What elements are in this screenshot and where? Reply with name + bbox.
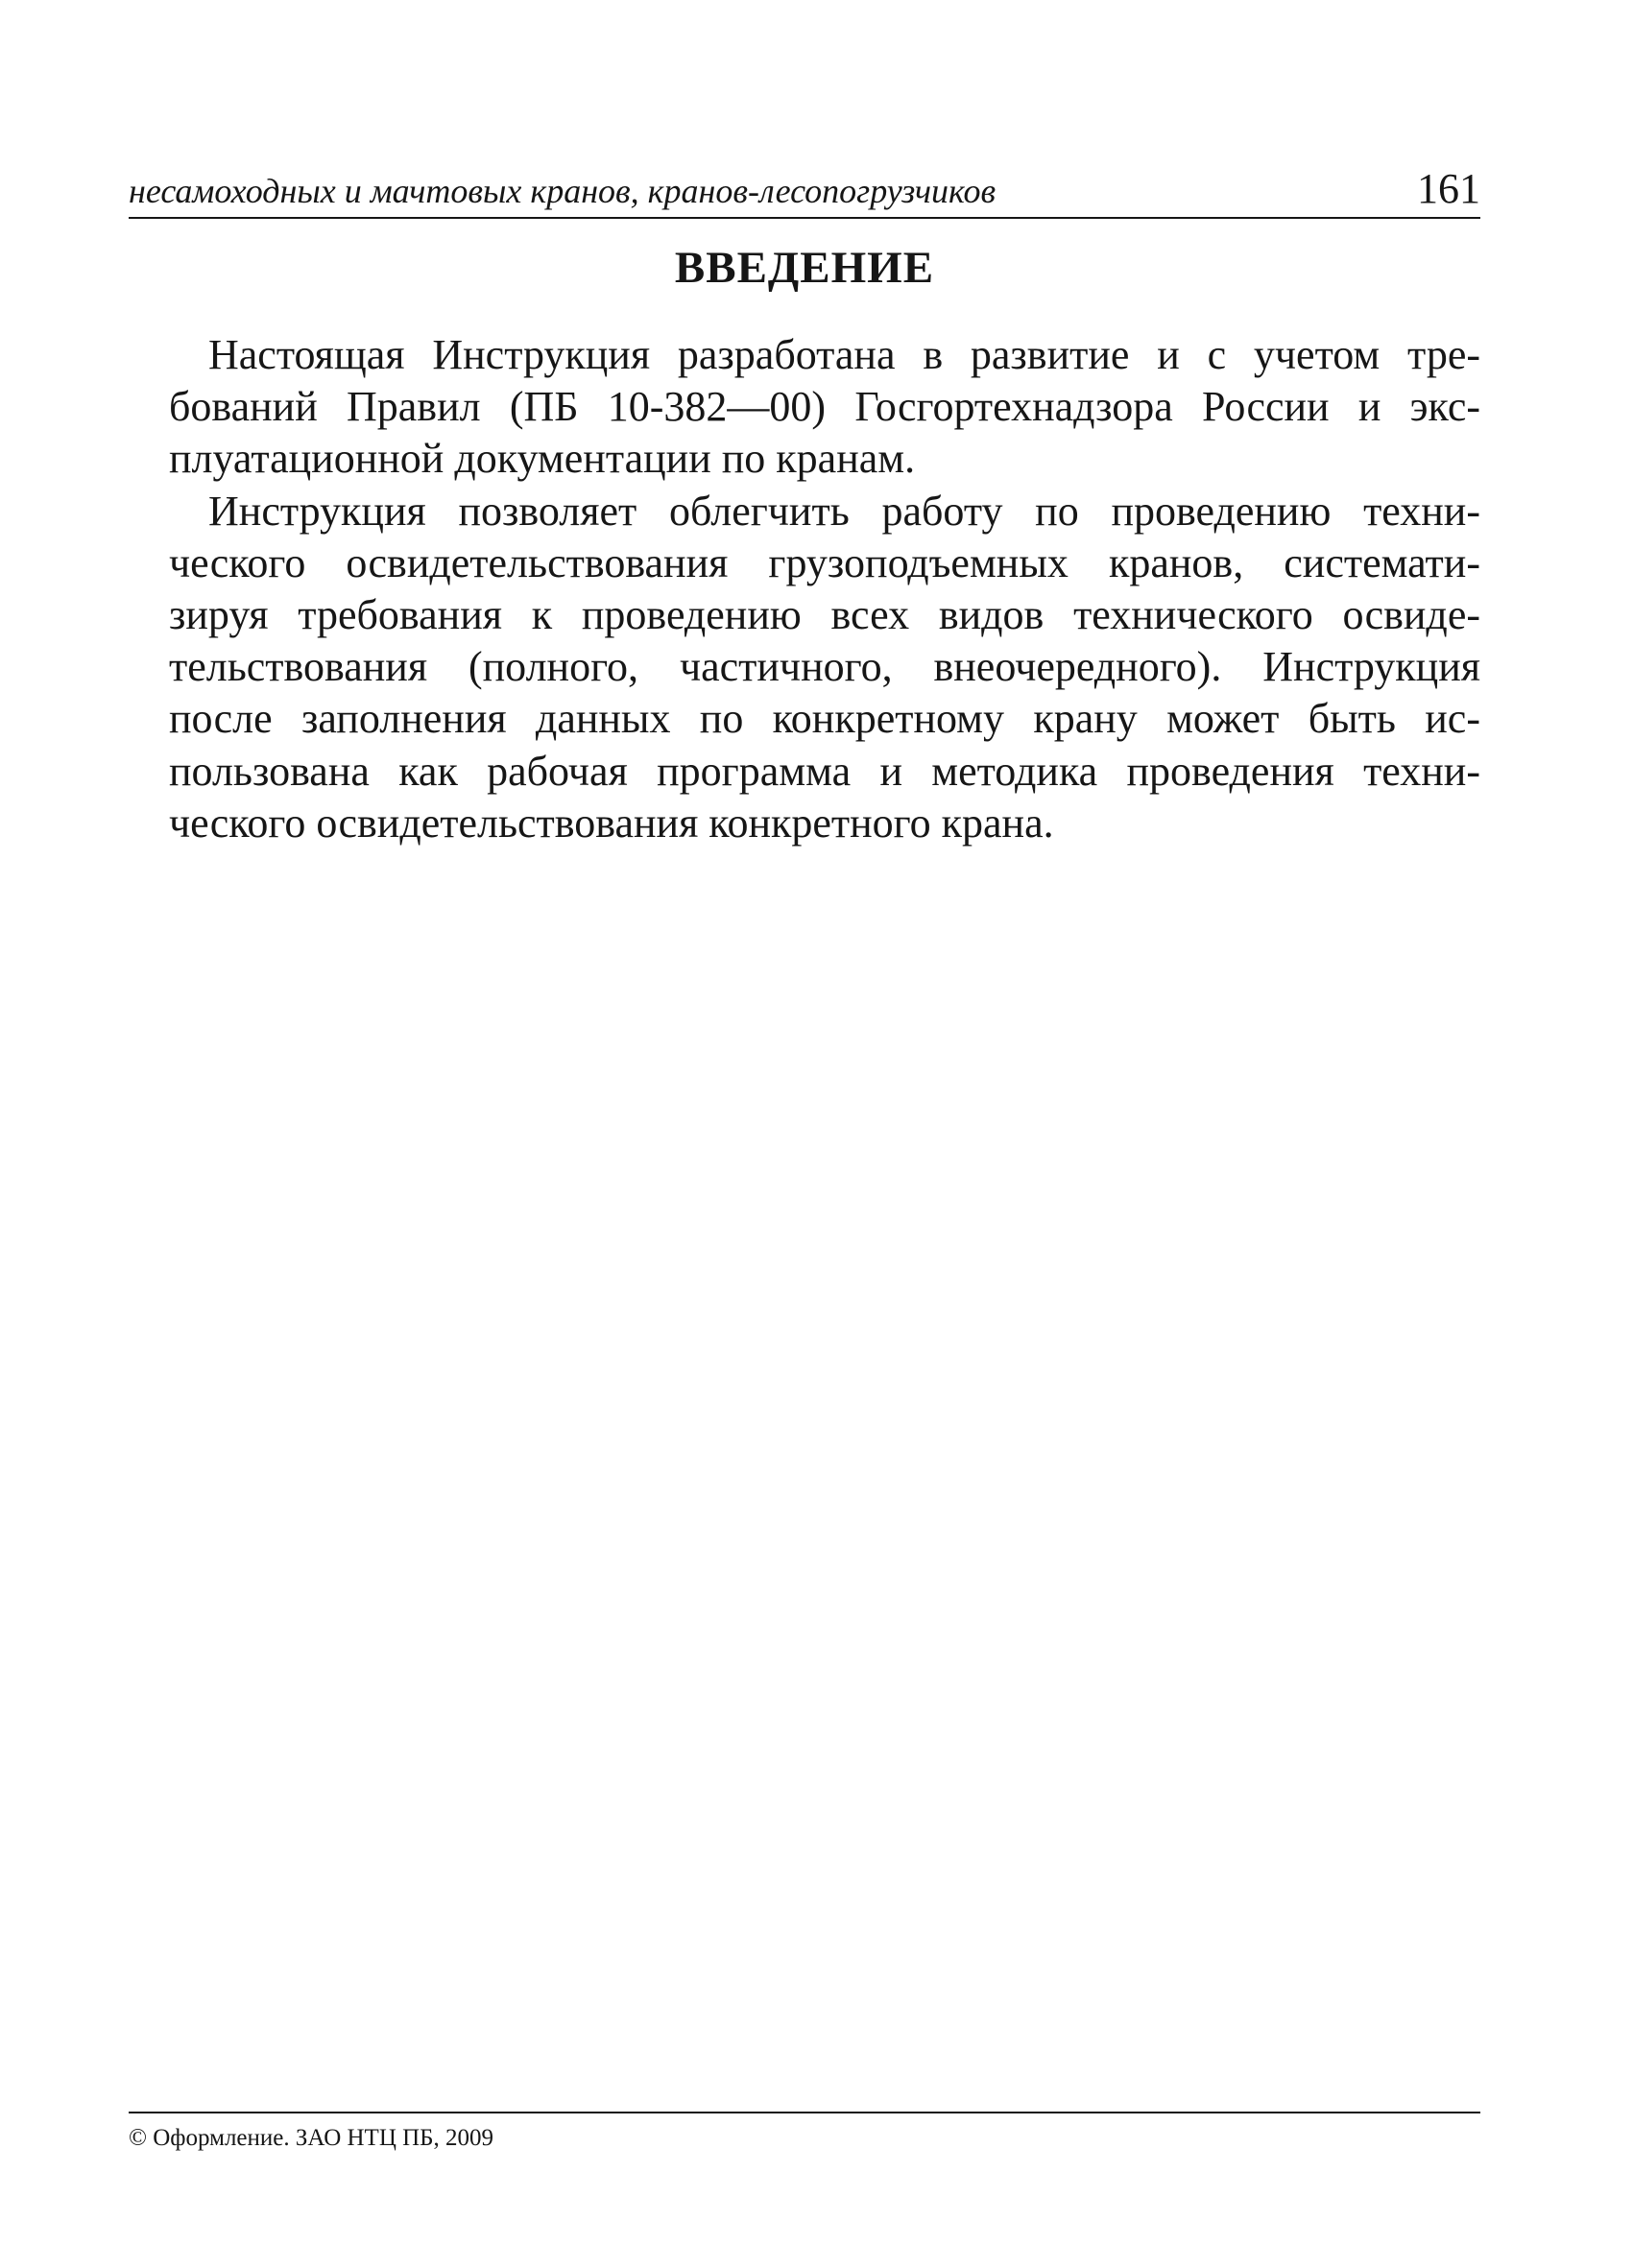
paragraph-line: ческого освидетельствования конкретного крана. <box>169 799 1054 847</box>
running-header <box>129 165 1480 219</box>
section-title: ВВЕДЕНИЕ <box>674 243 935 293</box>
page-number: 161 <box>1417 165 1480 212</box>
body-text <box>169 329 1480 849</box>
paragraph-line: тельствования (полного, частичного, внеочередного). Инструкция <box>169 643 1480 691</box>
footer-rule <box>129 2112 1480 2113</box>
paragraph-2 <box>169 486 1480 849</box>
paragraph-line: пользована как рабочая программа и методика проведения техни- <box>169 747 1480 795</box>
paragraph-line: Настоящая Инструкция разработана в развитие и с учетом тре- <box>208 331 1480 378</box>
paragraph-line: ческого освидетельствования грузоподъемных кранов, системати- <box>169 538 1480 586</box>
running-title: несамоходных и мачтовых кранов, кранов-лесопогрузчиков <box>129 172 997 210</box>
copyright-note: © Оформление. ЗАО НТЦ ПБ, 2009 <box>129 2125 494 2151</box>
paragraph-line: бований Правил (ПБ 10-382—00) Госгортехнадзора России и экс- <box>169 383 1480 431</box>
paragraph-line: Инструкция позволяет облегчить работу по проведению техни- <box>208 487 1480 535</box>
header-rule <box>129 217 1480 219</box>
paragraph-1 <box>169 329 1480 486</box>
paragraph-line: плуатационной документации по кранам. <box>169 435 916 483</box>
paragraph-line: зируя требования к проведению всех видов технического освиде- <box>169 591 1480 639</box>
paragraph-line: после заполнения данных по конкретному крану может быть ис- <box>169 695 1480 743</box>
